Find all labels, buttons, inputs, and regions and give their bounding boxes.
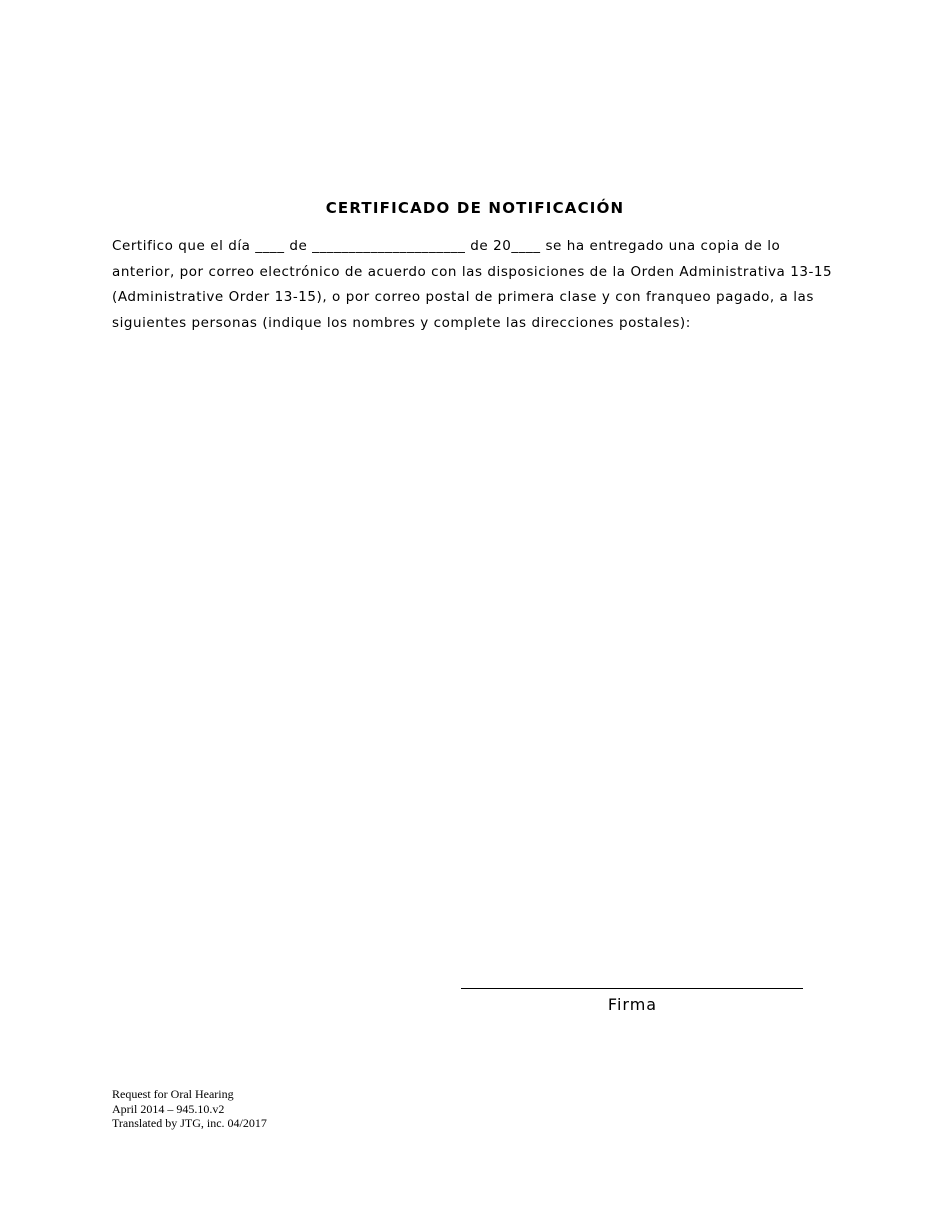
footer-translation-credit: Translated by JTG, inc. 04/2017: [112, 1116, 267, 1130]
document-title: CERTIFICADO DE NOTIFICACIÓN: [325, 199, 625, 217]
signature-block: [460, 988, 805, 1015]
footer-form-version: April 2014 – 945.10.v2: [112, 1101, 225, 1116]
document-footer: [112, 1087, 267, 1131]
signature-line: [461, 988, 803, 989]
certification-paragraph: [112, 234, 832, 337]
footer-form-name: Request for Oral Hearing: [112, 1087, 234, 1101]
paragraph-line: (Administrative Order 13-15), o por correo postal de primera clase y con franqueo pagado, a las: [112, 289, 814, 306]
paragraph-line: siguientes personas (indique los nombres y complete las direcciones postales):: [112, 315, 691, 332]
signature-label: Firma: [607, 995, 658, 1014]
paragraph-line: Certifico que el día ____ de _____________________ de 20____ se ha entregado una copia de lo: [112, 238, 781, 254]
paragraph-line: anterior, por correo electrónico de acuerdo con las disposiciones de la Orden Administrativa 13-15: [112, 263, 833, 280]
